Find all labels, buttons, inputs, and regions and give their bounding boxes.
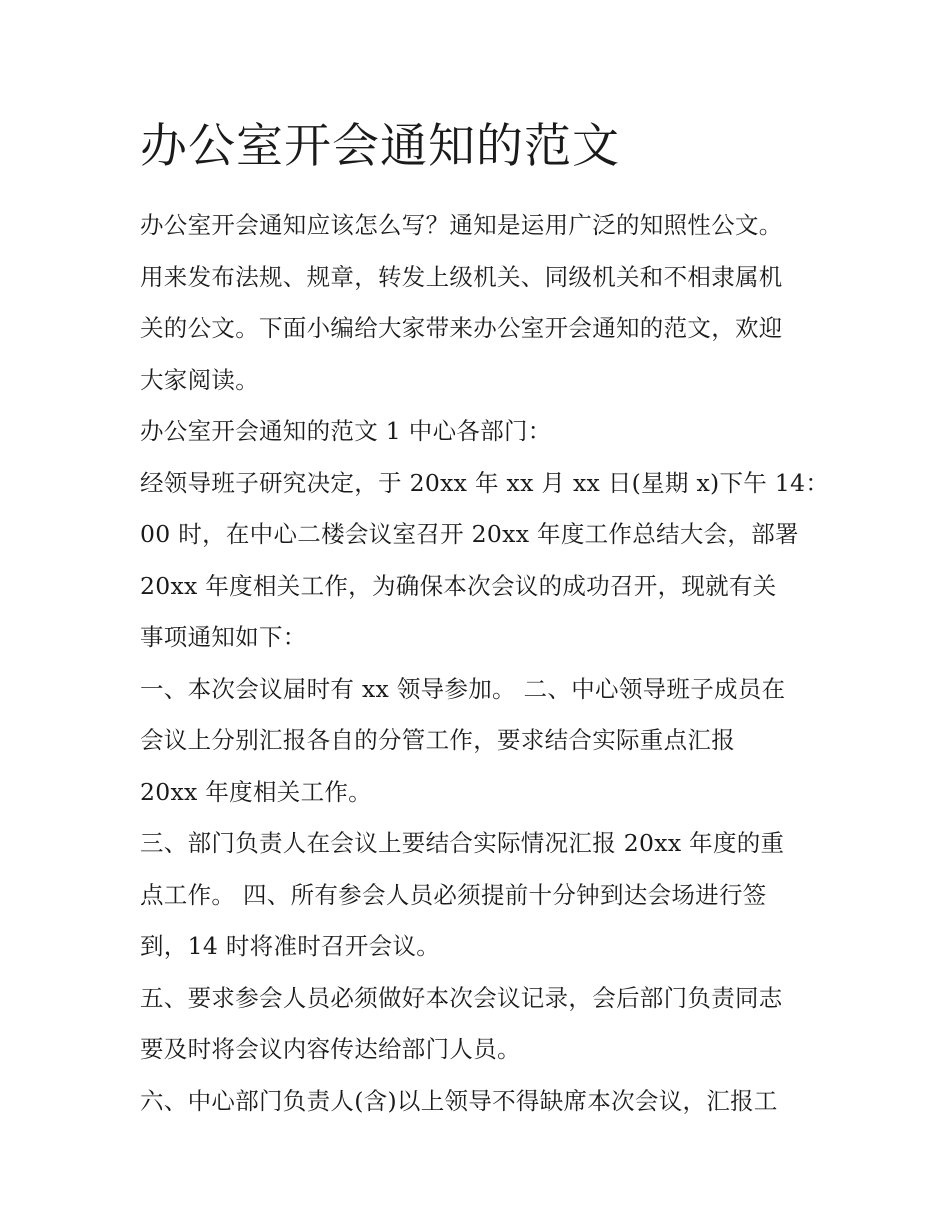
text-line: 三、部门负责人在会议上要结合实际情况汇报 20xx 年度的重 bbox=[140, 829, 785, 857]
document-title: 办公室开会通知的范文 bbox=[140, 119, 620, 174]
text-line: 点工作。 四、所有参会人员必须提前十分钟到达会场进行签 bbox=[140, 880, 767, 909]
text-line: 到，14 时将准时召开会议。 bbox=[140, 932, 441, 960]
text-line: 五、要求参会人员必须做好本次会议记录，会后部门负责同志 bbox=[140, 983, 783, 1012]
document-body bbox=[140, 200, 830, 1127]
text-line: 大家阅读。 bbox=[140, 365, 259, 394]
text-line: 六、中心部门负责人(含)以上领导不得缺席本次会议，汇报工 bbox=[140, 1086, 778, 1115]
text-line: 办公室开会通知的范文 1 中心各部门： bbox=[140, 417, 552, 445]
text-line: 事项通知如下： bbox=[140, 623, 307, 651]
text-line: 关的公文。下面小编给大家带来办公室开会通知的范文，欢迎 bbox=[140, 314, 783, 342]
text-line: 用来发布法规、规章，转发上级机关、同级机关和不相隶属机 bbox=[140, 262, 783, 291]
text-line: 20xx 年度相关工作。 bbox=[140, 777, 372, 806]
text-line: 经领导班子研究决定，于 20xx 年 xx 月 xx 日(星期 x)下午 14： bbox=[140, 468, 830, 497]
text-line: 要及时将会议内容传达给部门人员。 bbox=[140, 1035, 521, 1063]
text-line: 办公室开会通知应该怎么写？通知是运用广泛的知照性公文。 bbox=[140, 211, 783, 239]
text-line: 会议上分别汇报各自的分管工作，要求结合实际重点汇报 bbox=[140, 726, 735, 754]
text-line: 一、本次会议届时有 xx 领导参加。 二、中心领导班子成员在 bbox=[140, 674, 786, 703]
text-line: 20xx 年度相关工作，为确保本次会议的成功召开，现就有关 bbox=[140, 571, 777, 600]
text-line: 00 时，在中心二楼会议室召开 20xx 年度工作总结大会，部署 bbox=[140, 520, 799, 548]
